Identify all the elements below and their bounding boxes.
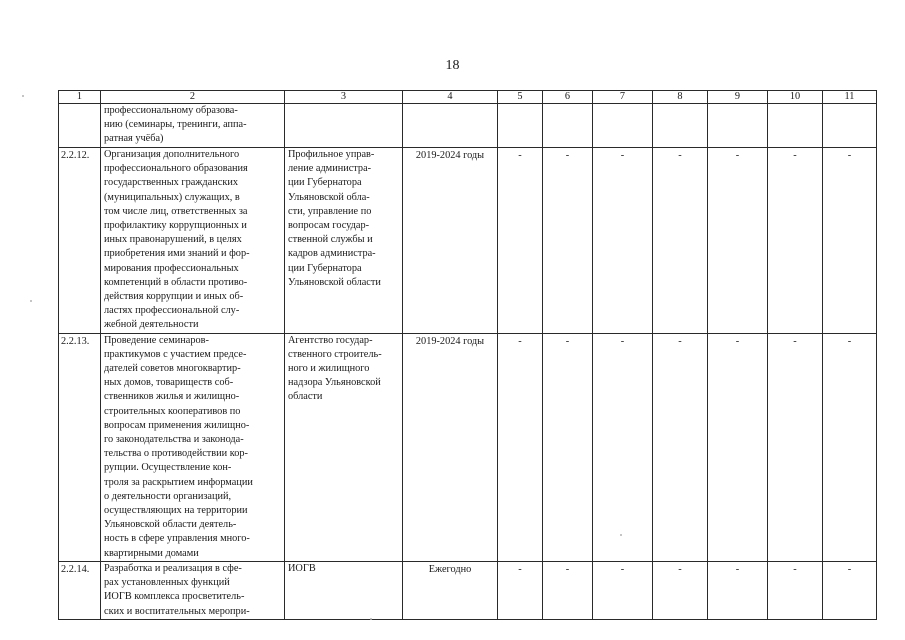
measure-description: Организация дополнительного профессионального образования государственных гражданских (муниципальных) служащих, в том числе лиц, ответственных за профилактику коррупционных и иных правонарушений, в целях приобретения ими знаний и фор- мирования профессиональных компетенций в области противо- действия коррупции и иных об- ластях профессиональной слу- жебной деятельности xyxy=(101,148,285,334)
value-cell: - xyxy=(823,561,877,619)
row-number-cell xyxy=(59,104,101,148)
value-cell: - xyxy=(498,148,543,334)
value-cell: - xyxy=(823,148,877,334)
value-cell: - xyxy=(768,561,823,619)
table-row xyxy=(59,148,877,334)
value-cell: - xyxy=(593,333,653,561)
value-cell: - xyxy=(768,148,823,334)
table-row xyxy=(59,561,877,619)
value-cell xyxy=(708,104,768,148)
scan-speck xyxy=(620,534,622,536)
value-cell: - xyxy=(653,333,708,561)
value-cell: - xyxy=(543,148,593,334)
column-number: 6 xyxy=(543,91,593,104)
column-number: 11 xyxy=(823,91,877,104)
measure-description: Разработка и реализация в сфе- рах установленных функций ИОГВ комплекса просветитель- ских и воспитательных меропри- xyxy=(101,561,285,619)
value-cell: - xyxy=(498,333,543,561)
column-number: 10 xyxy=(768,91,823,104)
value-cell xyxy=(823,104,877,148)
column-number: 9 xyxy=(708,91,768,104)
scan-speck xyxy=(370,618,372,620)
executor-cell xyxy=(285,104,403,148)
period: Ежегодно xyxy=(403,561,498,619)
scan-speck xyxy=(30,300,32,302)
scan-speck xyxy=(22,95,24,97)
period: 2019-2024 годы xyxy=(403,148,498,334)
executor: Профильное управ- ление администра- ции Губернатора Ульяновской обла- сти, управление по вопросам государ- ственной службы и кадров администра- ции Губернатора Ульяновской области xyxy=(285,148,403,334)
value-cell: - xyxy=(708,561,768,619)
row-number: 2.2.12. xyxy=(59,148,101,334)
value-cell: - xyxy=(708,148,768,334)
measure-description: Проведение семинаров- практикумов с участием предсе- дателей советов многоквартир- ных домов, товариществ соб- ственников жилья и жилищно- строительных кооперативов по вопросам применения жилищно- го законодательства и законода- тельства о противодействии кор- рупции. Осуществление кон- троля за раскрытием информации о деятельности организаций, осуществляющих на территории Ульяновской области деятель- ность в сфере управления много- квартирными домами xyxy=(101,333,285,561)
column-number: 2 xyxy=(101,91,285,104)
measures-table-wrapper xyxy=(58,90,878,617)
row-number: 2.2.13. xyxy=(59,333,101,561)
column-number: 3 xyxy=(285,91,403,104)
value-cell: - xyxy=(498,561,543,619)
period: 2019-2024 годы xyxy=(403,333,498,561)
executor: Агентство государ- ственного строитель- ного и жилищного надзора Ульяновской области xyxy=(285,333,403,561)
measure-description: профессиональному образова- нию (семинары, тренинги, аппа- ратная учёба) xyxy=(101,104,285,148)
value-cell: - xyxy=(593,148,653,334)
value-cell: - xyxy=(653,561,708,619)
value-cell: - xyxy=(823,333,877,561)
value-cell xyxy=(543,104,593,148)
value-cell xyxy=(768,104,823,148)
column-number: 1 xyxy=(59,91,101,104)
column-number: 4 xyxy=(403,91,498,104)
table-row xyxy=(59,333,877,561)
column-number-row xyxy=(59,91,877,104)
executor: ИОГВ xyxy=(285,561,403,619)
table-row-continuation xyxy=(59,104,877,148)
column-number: 5 xyxy=(498,91,543,104)
value-cell: - xyxy=(593,561,653,619)
value-cell: - xyxy=(543,561,593,619)
value-cell xyxy=(653,104,708,148)
value-cell: - xyxy=(708,333,768,561)
value-cell: - xyxy=(768,333,823,561)
column-number: 8 xyxy=(653,91,708,104)
period-cell xyxy=(403,104,498,148)
value-cell xyxy=(593,104,653,148)
value-cell: - xyxy=(543,333,593,561)
page-number: 18 xyxy=(445,58,460,73)
column-number: 7 xyxy=(593,91,653,104)
row-number: 2.2.14. xyxy=(59,561,101,619)
measures-table xyxy=(58,90,877,620)
value-cell xyxy=(498,104,543,148)
value-cell: - xyxy=(653,148,708,334)
